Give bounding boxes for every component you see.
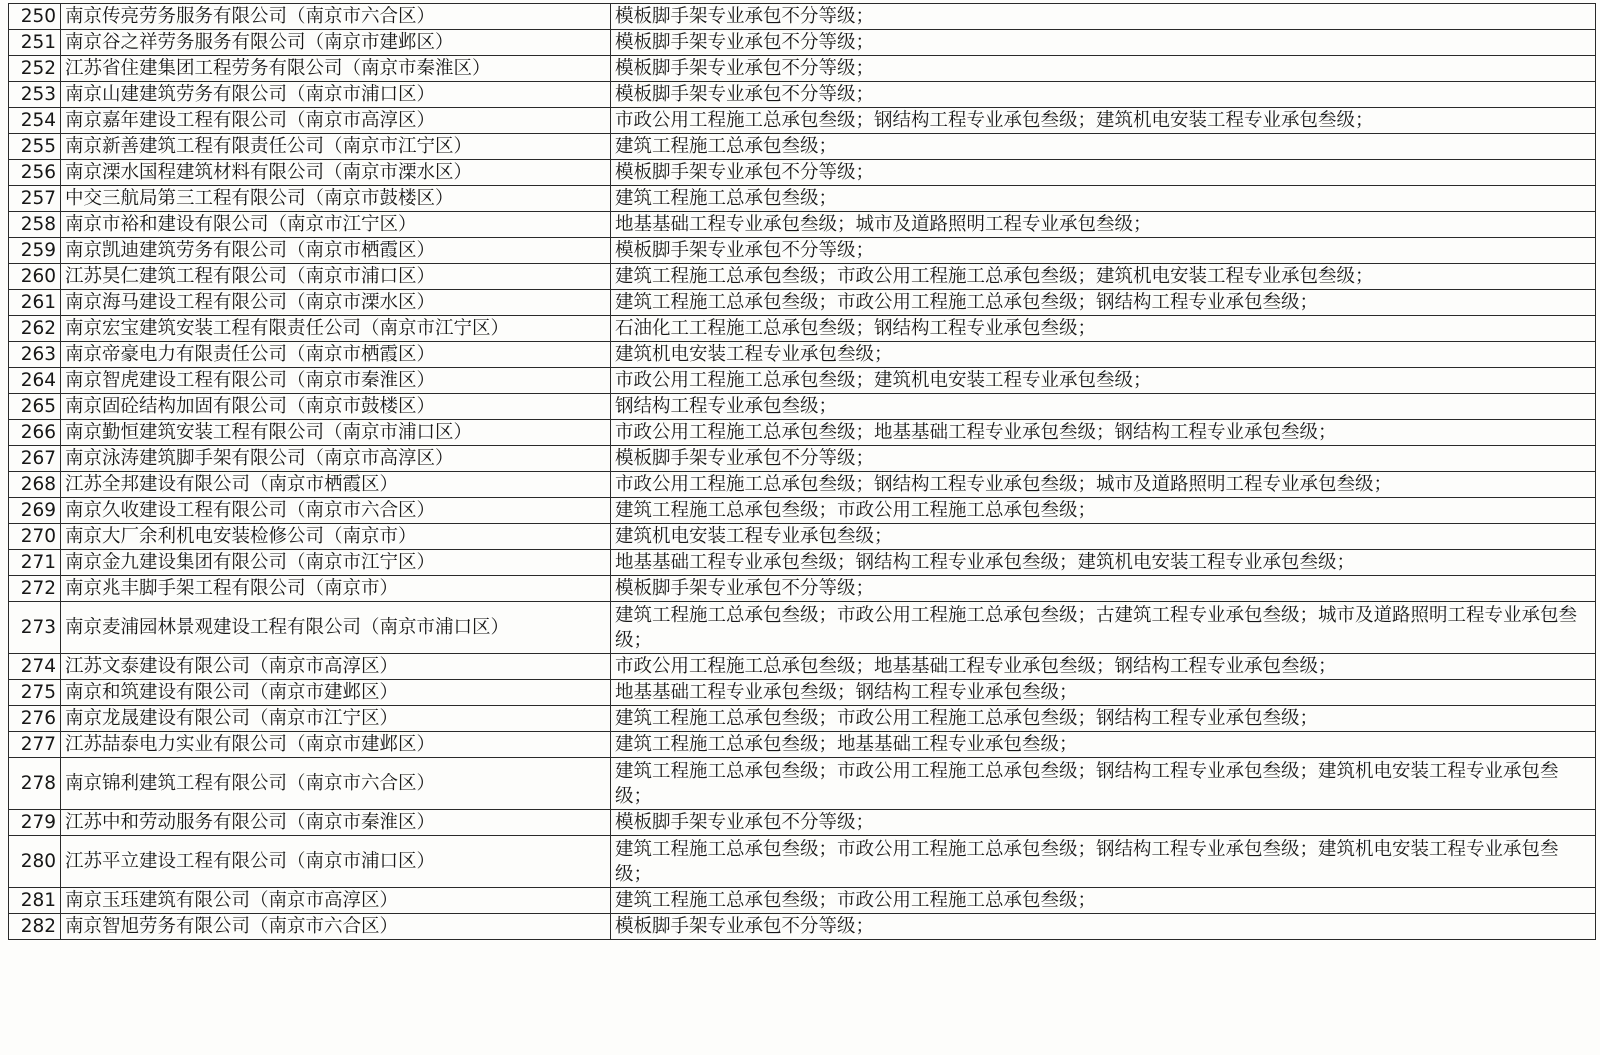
qualification-scope: 钢结构工程专业承包叁级； — [611, 394, 1596, 420]
row-number: 272 — [9, 576, 61, 602]
company-name: 南京谷之祥劳务服务有限公司（南京市建邺区） — [61, 30, 611, 56]
company-name: 南京溧水国程建筑材料有限公司（南京市溧水区） — [61, 160, 611, 186]
row-number: 278 — [9, 758, 61, 810]
row-number: 256 — [9, 160, 61, 186]
table-row — [9, 498, 1596, 524]
row-number: 260 — [9, 264, 61, 290]
table-row — [9, 836, 1596, 888]
qualification-scope: 市政公用工程施工总承包叁级；钢结构工程专业承包叁级；城市及道路照明工程专业承包叁级； — [611, 472, 1596, 498]
company-name: 江苏喆泰电力实业有限公司（南京市建邺区） — [61, 732, 611, 758]
qualification-scope: 建筑工程施工总承包叁级；市政公用工程施工总承包叁级； — [611, 498, 1596, 524]
row-number: 266 — [9, 420, 61, 446]
table-row — [9, 30, 1596, 56]
table-row — [9, 82, 1596, 108]
company-name: 南京泳涛建筑脚手架有限公司（南京市高淳区） — [61, 446, 611, 472]
company-name: 南京智虎建设工程有限公司（南京市秦淮区） — [61, 368, 611, 394]
row-number: 276 — [9, 706, 61, 732]
row-number: 258 — [9, 212, 61, 238]
table-row — [9, 680, 1596, 706]
table-row — [9, 108, 1596, 134]
qualification-scope: 地基基础工程专业承包叁级；钢结构工程专业承包叁级； — [611, 680, 1596, 706]
company-name: 南京勤恒建筑安装工程有限公司（南京市浦口区） — [61, 420, 611, 446]
row-number: 264 — [9, 368, 61, 394]
company-name: 江苏省住建集团工程劳务有限公司（南京市秦淮区） — [61, 56, 611, 82]
table-row — [9, 56, 1596, 82]
company-name: 南京麦浦园林景观建设工程有限公司（南京市浦口区） — [61, 602, 611, 654]
company-name: 南京兆丰脚手架工程有限公司（南京市） — [61, 576, 611, 602]
qualification-scope: 模板脚手架专业承包不分等级； — [611, 238, 1596, 264]
qualification-scope: 模板脚手架专业承包不分等级； — [611, 446, 1596, 472]
qualification-scope: 建筑工程施工总承包叁级； — [611, 186, 1596, 212]
company-name: 南京锦利建筑工程有限公司（南京市六合区） — [61, 758, 611, 810]
company-name: 江苏文泰建设有限公司（南京市高淳区） — [61, 654, 611, 680]
table-row — [9, 550, 1596, 576]
company-name: 南京新善建筑工程有限责任公司（南京市江宁区） — [61, 134, 611, 160]
qualification-scope: 模板脚手架专业承包不分等级； — [611, 160, 1596, 186]
company-name: 南京固砼结构加固有限公司（南京市鼓楼区） — [61, 394, 611, 420]
qualification-scope: 建筑工程施工总承包叁级；市政公用工程施工总承包叁级；建筑机电安装工程专业承包叁级； — [611, 264, 1596, 290]
qualification-scope: 市政公用工程施工总承包叁级；钢结构工程专业承包叁级；建筑机电安装工程专业承包叁级； — [611, 108, 1596, 134]
row-number: 269 — [9, 498, 61, 524]
qualification-scope: 地基基础工程专业承包叁级；钢结构工程专业承包叁级；建筑机电安装工程专业承包叁级； — [611, 550, 1596, 576]
row-number: 267 — [9, 446, 61, 472]
qualification-scope: 模板脚手架专业承包不分等级； — [611, 56, 1596, 82]
company-name: 江苏平立建设工程有限公司（南京市浦口区） — [61, 836, 611, 888]
table-row — [9, 576, 1596, 602]
company-name: 南京金九建设集团有限公司（南京市江宁区） — [61, 550, 611, 576]
company-name: 南京久收建设工程有限公司（南京市六合区） — [61, 498, 611, 524]
qualification-scope: 模板脚手架专业承包不分等级； — [611, 810, 1596, 836]
company-name: 南京玉珏建筑有限公司（南京市高淳区） — [61, 888, 611, 914]
row-number: 251 — [9, 30, 61, 56]
qualification-scope: 建筑工程施工总承包叁级；市政公用工程施工总承包叁级；钢结构工程专业承包叁级；建筑机电安装工程专业承包叁级； — [611, 758, 1596, 810]
company-name: 南京海马建设工程有限公司（南京市溧水区） — [61, 290, 611, 316]
qualification-scope: 市政公用工程施工总承包叁级；地基基础工程专业承包叁级；钢结构工程专业承包叁级； — [611, 654, 1596, 680]
company-name: 南京山建建筑劳务有限公司（南京市浦口区） — [61, 82, 611, 108]
row-number: 281 — [9, 888, 61, 914]
row-number: 250 — [9, 4, 61, 30]
row-number: 280 — [9, 836, 61, 888]
table-row — [9, 524, 1596, 550]
company-name: 南京传亮劳务服务有限公司（南京市六合区） — [61, 4, 611, 30]
row-number: 259 — [9, 238, 61, 264]
table-row — [9, 134, 1596, 160]
row-number: 261 — [9, 290, 61, 316]
row-number: 282 — [9, 914, 61, 940]
row-number: 255 — [9, 134, 61, 160]
table-row — [9, 810, 1596, 836]
company-name: 南京宏宝建筑安装工程有限责任公司（南京市江宁区） — [61, 316, 611, 342]
table-row — [9, 758, 1596, 810]
table-row — [9, 394, 1596, 420]
company-name: 南京凯迪建筑劳务有限公司（南京市栖霞区） — [61, 238, 611, 264]
table-row — [9, 602, 1596, 654]
company-name: 江苏全邦建设有限公司（南京市栖霞区） — [61, 472, 611, 498]
qualification-scope: 地基基础工程专业承包叁级；城市及道路照明工程专业承包叁级； — [611, 212, 1596, 238]
qualification-table — [8, 3, 1596, 940]
company-name: 江苏昊仁建筑工程有限公司（南京市浦口区） — [61, 264, 611, 290]
qualification-scope: 市政公用工程施工总承包叁级；地基基础工程专业承包叁级；钢结构工程专业承包叁级； — [611, 420, 1596, 446]
table-row — [9, 446, 1596, 472]
table-row — [9, 264, 1596, 290]
row-number: 279 — [9, 810, 61, 836]
row-number: 262 — [9, 316, 61, 342]
company-name: 南京大厂余利机电安装检修公司（南京市） — [61, 524, 611, 550]
row-number: 263 — [9, 342, 61, 368]
company-name: 中交三航局第三工程有限公司（南京市鼓楼区） — [61, 186, 611, 212]
qualification-scope: 建筑机电安装工程专业承包叁级； — [611, 342, 1596, 368]
table-row — [9, 160, 1596, 186]
table-row — [9, 368, 1596, 394]
qualification-scope: 建筑工程施工总承包叁级； — [611, 134, 1596, 160]
row-number: 254 — [9, 108, 61, 134]
qualification-scope: 石油化工工程施工总承包叁级；钢结构工程专业承包叁级； — [611, 316, 1596, 342]
qualification-scope: 建筑工程施工总承包叁级；市政公用工程施工总承包叁级；古建筑工程专业承包叁级；城市及道路照明工程专业承包叁级； — [611, 602, 1596, 654]
qualification-scope: 建筑工程施工总承包叁级；市政公用工程施工总承包叁级；钢结构工程专业承包叁级； — [611, 290, 1596, 316]
company-name: 南京和筑建设有限公司（南京市建邺区） — [61, 680, 611, 706]
table-row — [9, 4, 1596, 30]
qualification-scope: 模板脚手架专业承包不分等级； — [611, 30, 1596, 56]
table-row — [9, 914, 1596, 940]
table-row — [9, 654, 1596, 680]
table-row — [9, 238, 1596, 264]
table-row — [9, 186, 1596, 212]
company-name: 江苏中和劳动服务有限公司（南京市秦淮区） — [61, 810, 611, 836]
table-row — [9, 732, 1596, 758]
table-row — [9, 212, 1596, 238]
table-row — [9, 888, 1596, 914]
table-row — [9, 472, 1596, 498]
row-number: 265 — [9, 394, 61, 420]
table-row — [9, 342, 1596, 368]
table-row — [9, 290, 1596, 316]
row-number: 271 — [9, 550, 61, 576]
company-name: 南京帝豪电力有限责任公司（南京市栖霞区） — [61, 342, 611, 368]
company-name: 南京市裕和建设有限公司（南京市江宁区） — [61, 212, 611, 238]
row-number: 270 — [9, 524, 61, 550]
qualification-scope: 模板脚手架专业承包不分等级； — [611, 576, 1596, 602]
table-row — [9, 706, 1596, 732]
qualification-scope: 模板脚手架专业承包不分等级； — [611, 914, 1596, 940]
qualification-scope: 建筑工程施工总承包叁级；市政公用工程施工总承包叁级； — [611, 888, 1596, 914]
row-number: 268 — [9, 472, 61, 498]
table-body — [9, 4, 1596, 940]
row-number: 273 — [9, 602, 61, 654]
qualification-scope: 模板脚手架专业承包不分等级； — [611, 82, 1596, 108]
qualification-scope: 建筑工程施工总承包叁级；市政公用工程施工总承包叁级；钢结构工程专业承包叁级；建筑机电安装工程专业承包叁级； — [611, 836, 1596, 888]
company-name: 南京嘉年建设工程有限公司（南京市高淳区） — [61, 108, 611, 134]
row-number: 275 — [9, 680, 61, 706]
row-number: 274 — [9, 654, 61, 680]
table-row — [9, 316, 1596, 342]
qualification-scope: 模板脚手架专业承包不分等级； — [611, 4, 1596, 30]
row-number: 253 — [9, 82, 61, 108]
table-row — [9, 420, 1596, 446]
qualification-scope: 建筑工程施工总承包叁级；地基基础工程专业承包叁级； — [611, 732, 1596, 758]
company-name: 南京龙晟建设有限公司（南京市江宁区） — [61, 706, 611, 732]
row-number: 257 — [9, 186, 61, 212]
row-number: 277 — [9, 732, 61, 758]
row-number: 252 — [9, 56, 61, 82]
qualification-scope: 建筑工程施工总承包叁级；市政公用工程施工总承包叁级；钢结构工程专业承包叁级； — [611, 706, 1596, 732]
qualification-scope: 市政公用工程施工总承包叁级；建筑机电安装工程专业承包叁级； — [611, 368, 1596, 394]
qualification-scope: 建筑机电安装工程专业承包叁级； — [611, 524, 1596, 550]
company-name: 南京智旭劳务有限公司（南京市六合区） — [61, 914, 611, 940]
